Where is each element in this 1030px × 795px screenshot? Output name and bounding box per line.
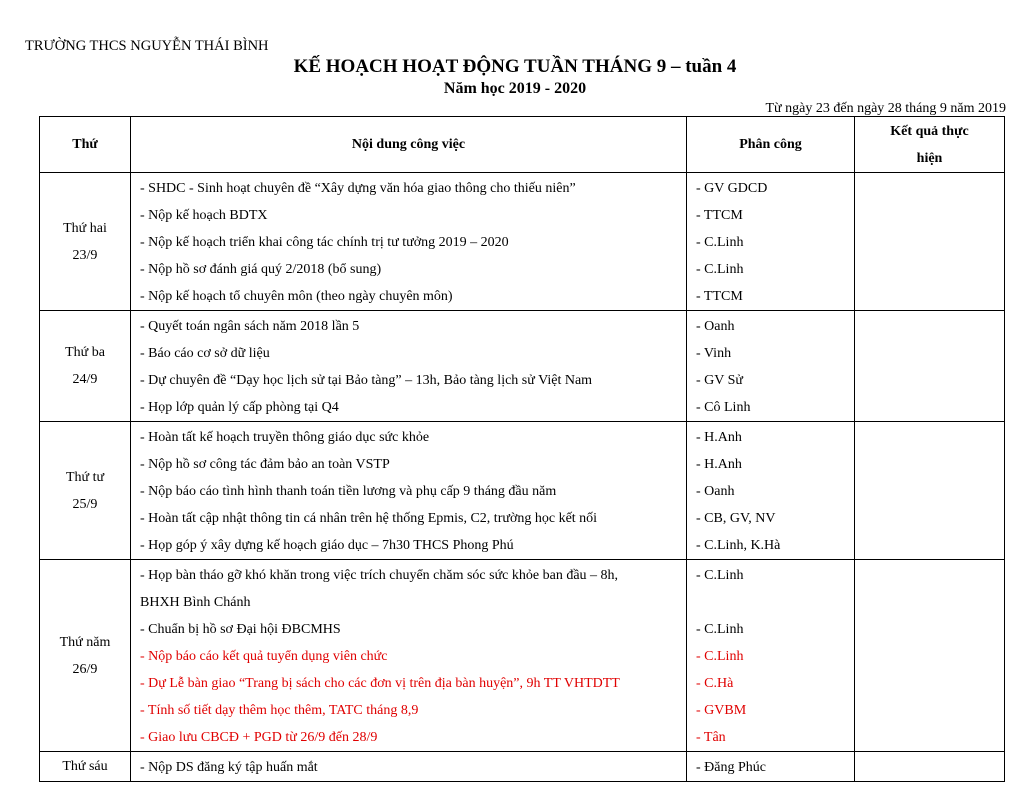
assignee: - H.Anh	[696, 457, 742, 472]
task-line-highlighted: - Dự Lễ bàn giao “Trang bị sách cho các đơn vị trên địa bàn huyện”, 9h TT VHTDTT	[140, 676, 620, 691]
tasks-cell	[131, 173, 687, 311]
assignee-highlighted: - Tân	[696, 730, 726, 745]
task-line: - Hoàn tất cập nhật thông tin cá nhân trên hệ thống Epmis, C2, trường học kết nối	[140, 511, 598, 526]
day-name: Thứ sáu	[62, 759, 108, 774]
assign-cell	[687, 422, 855, 560]
header-assign: Phân công	[687, 117, 855, 173]
header-content: Nội dung công việc	[131, 117, 687, 173]
day-name: Thứ tư	[65, 469, 105, 485]
assignee: - GV GDCD	[696, 181, 768, 196]
result-cell	[855, 752, 1005, 782]
assignee: - C.Linh	[696, 568, 744, 583]
assign-cell	[687, 173, 855, 311]
header-result-line1: Kết quả thực	[890, 123, 969, 139]
task-line: - SHDC - Sinh hoạt chuyên đề “Xây dựng văn hóa giao thông cho thiếu niên”	[140, 181, 576, 196]
header-result-line2: hiện	[916, 150, 943, 166]
task-line: BHXH Bình Chánh	[140, 595, 251, 610]
result-cell	[855, 173, 1005, 311]
assignee: - TTCM	[696, 289, 743, 304]
task-line: - Chuẩn bị hồ sơ Đại hội ĐBCMHS	[140, 622, 341, 637]
table-row	[40, 311, 1005, 422]
assignee: - Oanh	[696, 319, 735, 334]
day-date: 26/9	[72, 661, 98, 677]
table-header-row	[40, 117, 1005, 173]
result-cell	[855, 560, 1005, 752]
assignee: - C.Linh, K.Hà	[696, 538, 781, 553]
assignee: - CB, GV, NV	[696, 511, 776, 526]
day-name: Thứ hai	[63, 220, 107, 236]
result-cell	[855, 422, 1005, 560]
task-line: - Nộp báo cáo tình hình thanh toán tiền lương và phụ cấp 9 tháng đầu năm	[140, 484, 557, 499]
assignee: - C.Linh	[696, 262, 744, 277]
assignee-empty	[696, 589, 854, 616]
day-cell	[40, 560, 131, 752]
school-name: TRƯỜNG THCS NGUYỄN THÁI BÌNH	[25, 38, 269, 54]
assignee: - H.Anh	[696, 430, 742, 445]
day-date: 25/9	[72, 496, 98, 512]
day-date: 23/9	[72, 247, 98, 263]
assign-cell	[687, 311, 855, 422]
table-row	[40, 560, 1005, 752]
tasks-cell	[131, 422, 687, 560]
task-line-highlighted: - Nộp báo cáo kết quả tuyển dụng viên chức	[140, 649, 388, 664]
task-line: - Dự chuyên đề “Dạy học lịch sử tại Bảo tàng” – 13h, Bảo tàng lịch sử Việt Nam	[140, 373, 593, 388]
task-line: - Nộp kế hoạch triển khai công tác chính trị tư tưởng 2019 – 2020	[140, 235, 509, 250]
day-name: Thứ năm	[59, 634, 111, 650]
assignee-highlighted: - C.Hà	[696, 676, 734, 691]
weekly-plan-table	[39, 116, 1005, 782]
table-row	[40, 422, 1005, 560]
assignee-highlighted: - GVBM	[696, 703, 747, 718]
task-line-highlighted: - Tính số tiết dạy thêm học thêm, TATC tháng 8,9	[140, 703, 419, 718]
day-cell	[40, 173, 131, 311]
date-range: Từ ngày 23 đến ngày 28 tháng 9 năm 2019	[765, 101, 1006, 116]
day-cell	[40, 311, 131, 422]
task-line: - Hoàn tất kế hoạch truyền thông giáo dục sức khỏe	[140, 430, 430, 445]
header-result	[855, 117, 1005, 173]
assignee-highlighted: - C.Linh	[696, 649, 744, 664]
task-line: - Quyết toán ngân sách năm 2018 lần 5	[140, 319, 360, 334]
tasks-cell	[131, 752, 687, 782]
table-row	[40, 173, 1005, 311]
header-day: Thứ	[40, 117, 131, 173]
task-line: - Họp góp ý xây dựng kế hoạch giáo dục – 7h30 THCS Phong Phú	[140, 538, 514, 553]
assignee: - TTCM	[696, 208, 743, 223]
table-row	[40, 752, 1005, 782]
tasks-cell	[131, 311, 687, 422]
assignee: - C.Linh	[696, 622, 744, 637]
result-cell	[855, 311, 1005, 422]
task-line: - Nộp kế hoạch tổ chuyên môn (theo ngày chuyên môn)	[140, 289, 453, 304]
task-line: - Họp lớp quản lý cấp phòng tại Q4	[140, 400, 339, 415]
task-line: - Nộp kế hoạch BDTX	[140, 208, 268, 223]
day-name: Thứ ba	[65, 345, 105, 360]
day-date: 24/9	[72, 372, 98, 387]
assignee: - Vinh	[696, 346, 732, 361]
task-line: - Nộp DS đăng ký tập huấn mắt	[140, 760, 318, 775]
task-line: - Họp bàn tháo gỡ khó khăn trong việc trích chuyển chăm sóc sức khỏe ban đầu – 8h,	[140, 568, 619, 583]
day-cell	[40, 752, 131, 782]
assign-cell	[687, 752, 855, 782]
assignee: - Đăng Phúc	[696, 760, 766, 775]
school-year: Năm học 2019 - 2020	[443, 80, 587, 97]
assignee: - Oanh	[696, 484, 735, 499]
assignee: - Cô Linh	[696, 400, 751, 415]
document-title: KẾ HOẠCH HOẠT ĐỘNG TUẦN THÁNG 9 – tuần 4	[293, 56, 737, 77]
task-line: - Nộp hồ sơ công tác đảm bảo an toàn VSTP	[140, 457, 390, 472]
task-line: - Báo cáo cơ sở dữ liệu	[140, 346, 270, 361]
tasks-cell	[131, 560, 687, 752]
day-cell	[40, 422, 131, 560]
task-line: - Nộp hồ sơ đánh giá quý 2/2018 (bổ sung)	[140, 262, 382, 277]
assignee: - GV Sử	[696, 373, 744, 388]
task-line-highlighted: - Giao lưu CBCĐ + PGD từ 26/9 đến 28/9	[140, 730, 378, 745]
assignee: - C.Linh	[696, 235, 744, 250]
assign-cell	[687, 560, 855, 752]
